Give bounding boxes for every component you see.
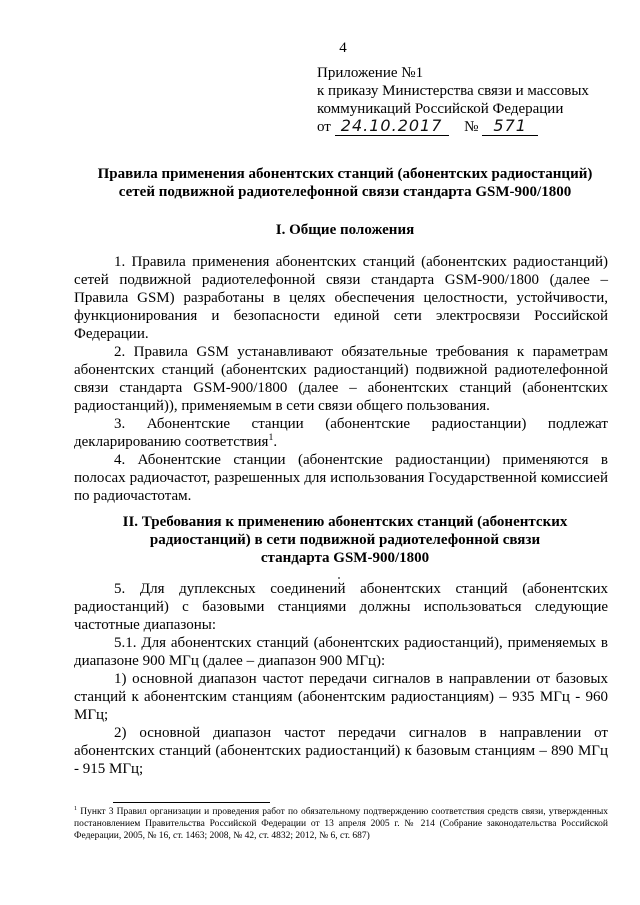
order-date-field: [335, 118, 449, 136]
section-1-body: [74, 253, 608, 505]
order-date: 24.10.2017: [340, 116, 443, 135]
paragraph-5: 5. Для дуплексных соединений абонентских станций (абонентских радиостанций) с базовыми станциями должны использоваться следующие частотные диапазоны:: [74, 581, 608, 633]
appendix-header: [317, 64, 589, 136]
order-number-field: [482, 118, 538, 136]
paragraph-2: 2. Правила GSM устанавливают обязательные требования к параметрам абонентских станций (абонентских радиостанций) подвижной радиотелефонной связи стандарта GSM-900/1800 (далее – абонентских станций (абонентских радиостанций)), применяемым в сети связи общего пользования.: [74, 344, 608, 414]
page-number: 4: [339, 40, 347, 56]
section-2-body: [74, 580, 608, 778]
paragraph-5-1: 5.1. Для абонентских станций (абонентских радиостанций), применяемых в диапазоне 900 МГц (далее – диапазон 900 МГц):: [74, 635, 608, 669]
section-1-heading: I. Общие положения: [275, 222, 415, 238]
appendix-line-3: коммуникаций Российской Федерации: [317, 101, 564, 117]
date-prefix: от: [317, 119, 331, 135]
document-title: [70, 165, 620, 201]
paragraph-5-1-2: 2) основной диапазон частот передачи сигналов в направлении от абонентских станций (абонентских радиостанций) к базовым станциям – 890 МГц - 915 МГц;: [74, 725, 608, 777]
section-2-heading-line-1: II. Требования к применению абонентских станций (абонентских: [122, 514, 568, 530]
section-2-heading: [70, 513, 620, 567]
footnote-ref: 1: [268, 432, 274, 443]
footnote-text: Пункт 3 Правил организации и проведения работ по обязательному подтверждению соответствия средств связи, утвержденных постановлением Правительства Российской Федерации от 13 апреля 2005 г. № 214 (Собрание законодательства Российской Федерации, 2005, № 16, ст. 1463; 2008, № 42, ст. 4832; 2012, № 6, ст. 687): [74, 807, 608, 841]
footnote: [74, 806, 608, 842]
number-prefix: №: [464, 119, 479, 135]
paragraph-3-text: 3. Абонентские станции (абонентские радиостанции) подлежат декларированию соответствия: [74, 416, 608, 450]
appendix-line-1: Приложение №1: [317, 65, 424, 81]
paragraph-4: 4. Абонентские станции (абонентские радиостанции) применяются в полосах радиочастот, разрешенных для использования Государственной комиссией по радиочастотам.: [74, 452, 608, 504]
paragraph-1: 1. Правила применения абонентских станций (абонентских радиостанций) сетей подвижной радиотелефонной связи стандарта GSM-900/1800 (далее – Правила GSM) разработаны в целях обеспечения целостности, устойчивости, функционирования и безопасности единой сети электросвязи Российской Федерации.: [74, 254, 608, 342]
footnote-marker: 1: [74, 805, 78, 812]
section-2-heading-line-3: стандарта GSM-900/1800: [260, 550, 430, 566]
paragraph-3: 3. Абонентские станции (абонентские радиостанции) подлежат декларированию соответствия$^1$.: [74, 416, 608, 450]
section-2-heading-line-2: радиостанций) в сети подвижной радиотелефонной связи: [149, 532, 541, 548]
footnote-separator: [113, 802, 270, 803]
appendix-date-line: [317, 118, 589, 136]
title-line-2: сетей подвижной радиотелефонной связи стандарта GSM-900/1800: [118, 184, 572, 200]
appendix-line-2: к приказу Министерства связи и массовых: [317, 83, 589, 99]
scan-speck: [338, 577, 340, 579]
paragraph-5-1-1: 1) основной диапазон частот передачи сигналов в направлении от базовых станций к абонентским станциям (абонентским радиостанциям) – 935 МГц - 960 МГц;: [74, 671, 608, 723]
title-line-1: Правила применения абонентских станций (абонентских радиостанций): [97, 166, 593, 182]
order-number: 571: [493, 116, 527, 135]
